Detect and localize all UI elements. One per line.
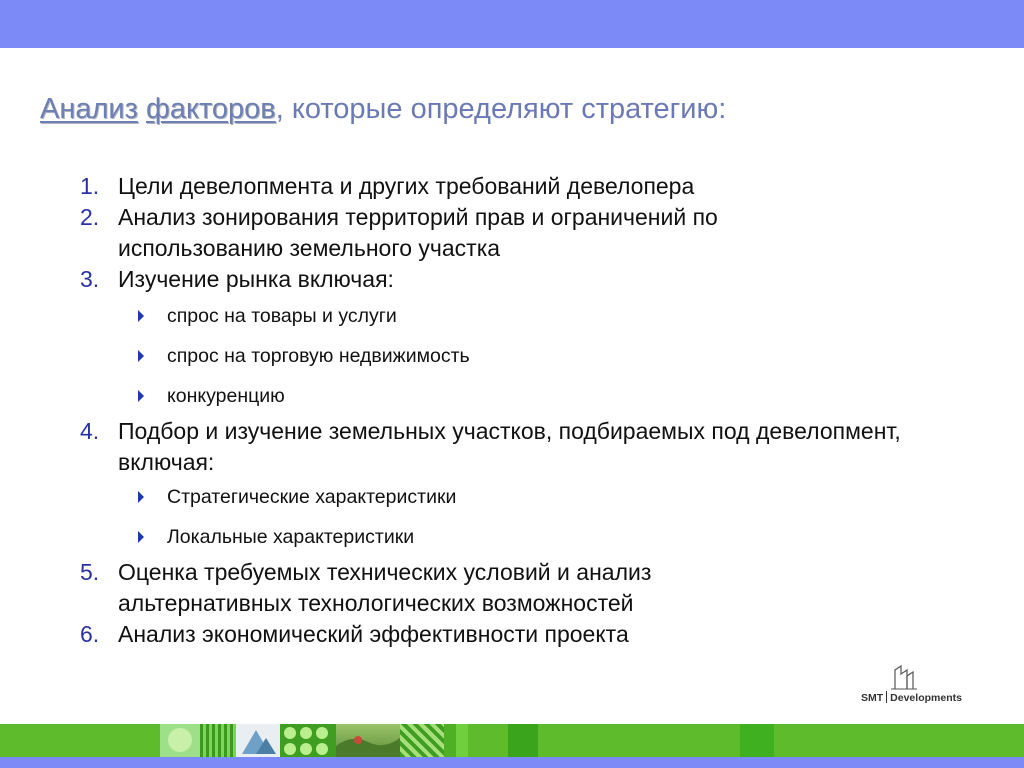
sub-item-text: спрос на товары и услуги [167, 305, 397, 327]
footer-tile [336, 724, 400, 757]
circle-icon [160, 724, 200, 757]
footer-tile [280, 724, 336, 757]
list-item-text: Анализ зонирования территорий прав и ограничений по использованию земельного участка [118, 204, 718, 261]
list-number: 2. [80, 204, 100, 230]
photo-icon [236, 724, 280, 757]
footer-tile [200, 724, 236, 757]
slide-title [40, 93, 726, 126]
sub-item-text: Стратегические характеристики [167, 486, 457, 508]
list-number: 4. [80, 418, 100, 444]
title-word-factors: факторов [145, 93, 276, 125]
list-item-text: Изучение рынка включая: [118, 266, 394, 292]
list-item-text: Оценка требуемых технических условий и анализ альтернативных технологических возможностей [118, 559, 652, 616]
list-number: 6. [80, 621, 100, 647]
list-item-text: Анализ экономический эффективности проекта [118, 621, 629, 647]
arrow-bullet-icon [138, 310, 144, 322]
sub-item-text: конкуренцию [167, 385, 285, 407]
title-rest: , которые определяют стратегию: [275, 93, 727, 125]
logo-separator [886, 691, 887, 703]
footer-tile [444, 724, 468, 757]
logo-text [861, 691, 962, 704]
arrow-bullet-icon [138, 531, 144, 543]
sub-item-text: Локальные характеристики [167, 526, 415, 548]
list-item-text: Цели девелопмента и других требований девелопера [118, 173, 695, 199]
smt-logo [861, 660, 981, 710]
building-icon [861, 660, 981, 690]
logo-text-right: Developments [890, 692, 962, 704]
sub-item-text: спрос на торговую недвижимость [167, 345, 470, 367]
bottom-bar [0, 757, 1024, 768]
list-item-text: Подбор и изучение земельных участков, подбираемых под девелопмент, включая: [118, 418, 901, 475]
list-number: 1. [80, 173, 100, 199]
arrow-bullet-icon [138, 350, 144, 362]
landscape-icon [336, 724, 400, 757]
top-bar [0, 0, 1024, 48]
list-number: 5. [80, 559, 100, 585]
list-number: 3. [80, 266, 100, 292]
footer-tile [740, 724, 774, 757]
footer-tile [160, 724, 200, 757]
footer-decorative-strip [0, 724, 1024, 757]
title-word-analysis: Анализ [40, 93, 138, 125]
footer-tile [508, 724, 538, 757]
footer-tile [400, 724, 444, 757]
arrow-bullet-icon [138, 491, 144, 503]
footer-tile [236, 724, 280, 757]
logo-text-left: SMT [861, 692, 884, 704]
arrow-bullet-icon [138, 390, 144, 402]
dots-icon [280, 724, 336, 757]
